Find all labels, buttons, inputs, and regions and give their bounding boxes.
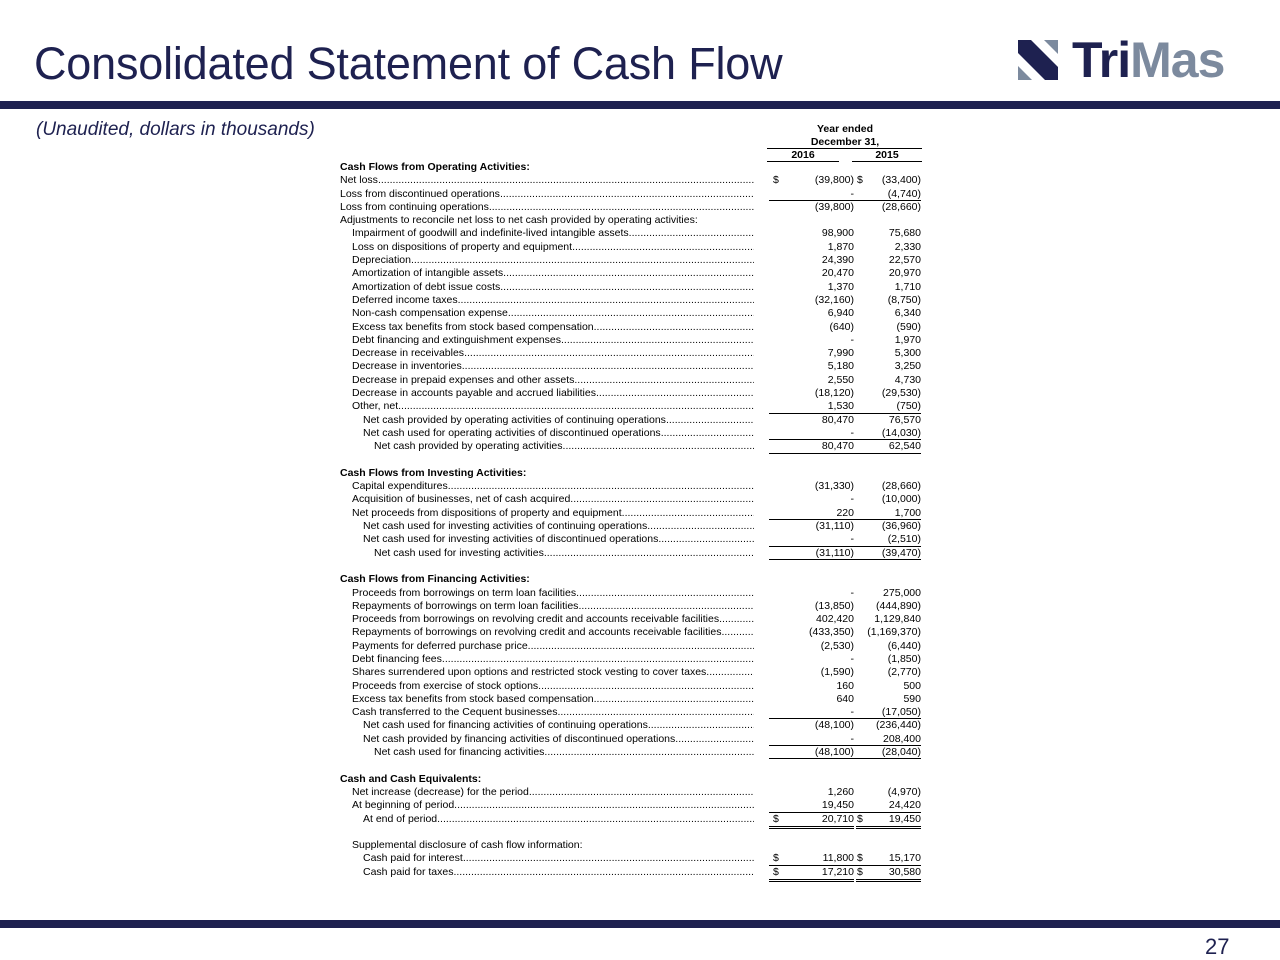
value-2016: (32,160) xyxy=(814,293,854,306)
column-header-2016: 2016 xyxy=(791,149,815,161)
value-2015: 1,710 xyxy=(894,280,921,293)
value-2015: (28,660) xyxy=(881,200,921,213)
value-2015: (444,890) xyxy=(876,599,921,612)
line-item-label: Debt financing fees ..... xyxy=(340,653,754,666)
value-2015: 76,570 xyxy=(888,413,921,426)
line-item-label: Net cash provided by financing activities of discontinued operations ..... xyxy=(340,733,754,746)
value-2016: (2,530) xyxy=(820,639,854,652)
section-heading-row xyxy=(340,773,940,786)
line-item-row xyxy=(340,307,940,320)
value-2015: (6,440) xyxy=(887,639,921,652)
currency-symbol-2015: $ xyxy=(857,865,863,878)
line-item-label: Excess tax benefits from stock based compensation ..... xyxy=(340,693,754,706)
line-item-row xyxy=(340,786,940,799)
value-2015: 75,680 xyxy=(888,227,921,240)
value-2015: (39,470) xyxy=(854,547,921,560)
currency-symbol-2015: $ xyxy=(857,812,863,825)
line-item-label: Other, net ..... xyxy=(340,400,754,413)
value-2015: 1,970 xyxy=(894,333,921,346)
line-item-row xyxy=(340,387,940,400)
line-item-row xyxy=(340,400,940,413)
line-item-label: Depreciation ..... xyxy=(340,254,754,267)
section-spacer xyxy=(340,759,940,772)
value-2015: (33,400) xyxy=(881,174,921,187)
line-item-row xyxy=(340,347,940,360)
value-2015: 4,730 xyxy=(894,373,921,386)
column-group-year-ended: Year ended xyxy=(816,123,874,135)
value-2015: 590 xyxy=(903,692,921,705)
value-2016: 24,390 xyxy=(821,254,854,267)
line-item-label: Net proceeds from dispositions of property and equipment ..... xyxy=(340,507,754,520)
value-2015: (2,770) xyxy=(887,666,921,679)
line-item-label: Net cash used for financing activities of continuing operations ..... xyxy=(340,719,754,732)
line-item-row xyxy=(340,653,940,666)
value-2015: (36,960) xyxy=(881,520,921,533)
value-2016: - xyxy=(850,586,854,599)
value-2015: (17,050) xyxy=(854,706,921,719)
value-2015: (4,970) xyxy=(887,785,921,798)
line-item-row xyxy=(340,254,940,267)
value-2015: (28,040) xyxy=(854,746,921,759)
line-item-label: Loss from discontinued operations ..... xyxy=(340,188,754,201)
value-2016: (31,330) xyxy=(814,480,854,493)
line-item-row xyxy=(340,706,940,719)
value-2016: - xyxy=(850,493,854,506)
line-item-row xyxy=(340,746,940,759)
value-2016: 6,940 xyxy=(827,307,854,320)
currency-symbol-2016: $ xyxy=(773,865,779,878)
line-item-row xyxy=(340,533,940,546)
value-2016: (48,100) xyxy=(767,746,854,759)
line-item-label: Net increase (decrease) for the period ..... xyxy=(340,786,754,799)
line-item-label: Proceeds from borrowings on revolving credit and accounts receivable facilities ..... xyxy=(340,613,754,626)
line-item-row xyxy=(340,852,940,865)
value-2016: - xyxy=(850,652,854,665)
line-item-row xyxy=(340,321,940,334)
line-item-label: Net cash used for operating activities of discontinued operations ..... xyxy=(340,427,754,440)
line-item-label: At end of period ..... xyxy=(340,813,754,826)
value-2016: 7,990 xyxy=(827,347,854,360)
value-2016: (18,120) xyxy=(814,387,854,400)
value-2015: (4,740) xyxy=(854,188,921,201)
value-2016: 80,470 xyxy=(821,413,854,426)
currency-symbol-2015: $ xyxy=(857,174,863,187)
line-item-label: Net cash used for investing activities ..... xyxy=(340,547,754,560)
line-item-label: Cash paid for taxes ..... xyxy=(340,866,754,879)
line-item-label: Loss on dispositions of property and equipment ..... xyxy=(340,241,754,254)
cash-flow-statement xyxy=(340,161,940,879)
value-2015: 24,420 xyxy=(854,799,921,812)
page-title: Consolidated Statement of Cash Flow xyxy=(34,38,783,89)
value-2015: (236,440) xyxy=(876,719,921,732)
value-2016: (433,350) xyxy=(809,626,854,639)
currency-symbol-2016: $ xyxy=(773,852,779,865)
line-item-row xyxy=(340,733,940,746)
line-item-row xyxy=(340,719,940,732)
line-item-label: Adjustments to reconcile net loss to net cash provided by operating activities: xyxy=(340,214,698,227)
line-item-label: Net loss ..... xyxy=(340,174,754,187)
value-2016: (39,800) xyxy=(814,200,854,213)
line-item-label: Non-cash compensation expense ..... xyxy=(340,307,754,320)
value-2016: 20,710 xyxy=(769,813,854,829)
line-item-row xyxy=(340,587,940,600)
currency-symbol-2015: $ xyxy=(857,852,863,865)
value-2015: 19,450 xyxy=(856,813,921,829)
value-2016: - xyxy=(767,733,854,746)
value-2016: 11,800 xyxy=(767,852,854,865)
value-2016: 19,450 xyxy=(767,799,854,812)
line-item-label: Loss from continuing operations ..... xyxy=(340,201,754,214)
value-2015: (29,530) xyxy=(881,387,921,400)
line-item-label: Acquisition of businesses, net of cash acquired ..... xyxy=(340,493,754,506)
line-item-label: Cash transferred to the Cequent businesses ..... xyxy=(340,706,754,719)
line-item-row xyxy=(340,666,940,679)
value-2016: 1,260 xyxy=(827,785,854,798)
value-2015: 1,700 xyxy=(854,507,921,520)
line-item-label: Payments for deferred purchase price ..... xyxy=(340,640,754,653)
value-2016: 98,900 xyxy=(821,227,854,240)
section-heading-row xyxy=(340,161,940,174)
value-2016: (48,100) xyxy=(814,719,854,732)
line-item-row xyxy=(340,414,940,427)
value-2015: 6,340 xyxy=(894,307,921,320)
section-spacer xyxy=(340,454,940,467)
line-item-row xyxy=(340,693,940,706)
line-item-label: At beginning of period ..... xyxy=(340,799,754,812)
trimas-logo-icon xyxy=(1018,40,1058,80)
value-2016: 80,470 xyxy=(767,440,854,453)
line-item-label: Proceeds from borrowings on term loan facilities ..... xyxy=(340,587,754,600)
value-2015: 62,540 xyxy=(854,440,921,453)
footer-divider xyxy=(0,920,1280,928)
value-2016: - xyxy=(850,333,854,346)
line-item-row xyxy=(340,267,940,280)
line-item-label: Cash paid for interest ..... xyxy=(340,852,754,865)
currency-symbol-2016: $ xyxy=(773,174,779,187)
line-item-label: Impairment of goodwill and indefinite-lived intangible assets ..... xyxy=(340,227,754,240)
line-item-row xyxy=(340,480,940,493)
line-item-label: Net cash provided by operating activities of continuing operations ..... xyxy=(340,414,754,427)
line-item-row xyxy=(340,427,940,440)
line-item-row xyxy=(340,680,940,693)
value-2016: 1,370 xyxy=(827,280,854,293)
value-2016: - xyxy=(767,188,854,201)
line-item-row xyxy=(340,547,940,560)
column-header-2015: 2015 xyxy=(875,149,899,161)
line-item-row xyxy=(340,520,940,533)
line-item-label: Deferred income taxes ..... xyxy=(340,294,754,307)
logo-wordmark-tri: Tri xyxy=(1072,32,1131,88)
line-item-label: Shares surrendered upon options and restricted stock vesting to cover taxes ..... xyxy=(340,666,754,679)
trimas-logo xyxy=(1018,32,1248,88)
line-item-label: Decrease in inventories ..... xyxy=(340,360,754,373)
value-2015: 3,250 xyxy=(894,360,921,373)
value-2016: (1,590) xyxy=(820,666,854,679)
logo-wordmark-mas: Mas xyxy=(1130,32,1225,88)
value-2016: (640) xyxy=(829,320,854,333)
section-spacer xyxy=(340,560,940,573)
section-spacer xyxy=(340,826,940,839)
value-2015: (1,850) xyxy=(887,652,921,665)
value-2016: (31,110) xyxy=(815,520,854,533)
section-heading-row xyxy=(340,467,940,480)
line-item-label: Debt financing and extinguishment expenses ..... xyxy=(340,334,754,347)
line-item-row xyxy=(340,839,940,852)
value-2015: 500 xyxy=(903,679,921,692)
value-2015: (2,510) xyxy=(854,533,921,546)
line-item-row xyxy=(340,201,940,214)
logo-wordmark xyxy=(1072,31,1224,89)
page-number: 27 xyxy=(1205,934,1230,959)
value-2016: (39,800) xyxy=(814,174,854,187)
value-2016: - xyxy=(767,427,854,440)
value-2015: 275,000 xyxy=(883,586,921,599)
line-item-row xyxy=(340,214,940,227)
line-item-row xyxy=(340,813,940,826)
line-item-row xyxy=(340,188,940,201)
line-item-row xyxy=(340,360,940,373)
value-2015: (590) xyxy=(896,320,921,333)
line-item-row xyxy=(340,799,940,812)
value-2015: (28,660) xyxy=(881,480,921,493)
value-2016: 1,530 xyxy=(767,400,854,413)
line-item-row xyxy=(340,227,940,240)
line-item-row xyxy=(340,281,940,294)
value-2016: - xyxy=(767,533,854,546)
currency-symbol-2016: $ xyxy=(773,812,779,825)
line-item-row xyxy=(340,866,940,879)
line-item-label: Supplemental disclosure of cash flow information: xyxy=(352,839,583,852)
value-2015: 30,580 xyxy=(856,866,921,882)
value-2015: 1,129,840 xyxy=(874,613,921,626)
line-item-row xyxy=(340,440,940,453)
value-2015: (14,030) xyxy=(854,427,921,440)
line-item-label: Cash and Cash Equivalents: xyxy=(340,772,482,785)
line-item-label: Net cash used for investing activities of continuing operations ..... xyxy=(340,520,754,533)
line-item-label: Cash Flows from Operating Activities: xyxy=(340,161,530,173)
value-2016: 402,420 xyxy=(816,613,854,626)
value-2016: (13,850) xyxy=(814,599,854,612)
line-item-row xyxy=(340,600,940,613)
value-2016: - xyxy=(767,706,854,719)
value-2016: (31,110) xyxy=(767,547,854,560)
line-item-label: Capital expenditures ..... xyxy=(340,480,754,493)
subtitle: (Unaudited, dollars in thousands) xyxy=(36,119,315,140)
line-item-label: Net cash used for investing activities of discontinued operations ..... xyxy=(340,533,754,546)
value-2015: 20,970 xyxy=(888,267,921,280)
line-item-label: Proceeds from exercise of stock options ..... xyxy=(340,680,754,693)
line-item-row xyxy=(340,613,940,626)
line-item-label: Amortization of intangible assets ..... xyxy=(340,267,754,280)
line-item-row xyxy=(340,507,940,520)
value-2015: 15,170 xyxy=(854,852,921,865)
column-group-date: December 31, xyxy=(810,136,880,148)
line-item-row xyxy=(340,493,940,506)
value-2016: 20,470 xyxy=(821,267,854,280)
line-item-label: Decrease in prepaid expenses and other assets ..... xyxy=(340,374,754,387)
line-item-row xyxy=(340,294,940,307)
value-2016: 1,870 xyxy=(827,240,854,253)
value-2016: 640 xyxy=(836,692,854,705)
section-heading-row xyxy=(340,573,940,586)
value-2016: 2,550 xyxy=(827,373,854,386)
line-item-row xyxy=(340,640,940,653)
line-item-label: Cash Flows from Financing Activities: xyxy=(340,573,530,586)
value-2016: 220 xyxy=(767,507,854,520)
line-item-row xyxy=(340,626,940,639)
line-item-row xyxy=(340,374,940,387)
value-2016: 17,210 xyxy=(769,866,854,882)
value-2015: 5,300 xyxy=(894,347,921,360)
value-2015: 22,570 xyxy=(888,254,921,267)
line-item-label: Net cash used for financing activities ..... xyxy=(340,746,754,759)
value-2015: (750) xyxy=(854,400,921,413)
line-item-label: Repayments of borrowings on revolving credit and accounts receivable facilities ..... xyxy=(340,626,754,639)
value-2015: (10,000) xyxy=(881,493,921,506)
line-item-label: Amortization of debt issue costs ..... xyxy=(340,281,754,294)
value-2015: 2,330 xyxy=(894,240,921,253)
line-item-label: Excess tax benefits from stock based compensation ..... xyxy=(340,321,754,334)
value-2016: 160 xyxy=(836,679,854,692)
value-2015: (8,750) xyxy=(887,293,921,306)
line-item-label: Net cash provided by operating activities ..... xyxy=(340,440,754,453)
line-item-label: Decrease in receivables ..... xyxy=(340,347,754,360)
line-item-label: Cash Flows from Investing Activities: xyxy=(340,466,527,479)
value-2016: 5,180 xyxy=(827,360,854,373)
value-2015: 208,400 xyxy=(854,733,921,746)
value-2015: (1,169,370) xyxy=(867,626,921,639)
header-divider xyxy=(0,101,1280,109)
line-item-label: Repayments of borrowings on term loan facilities ..... xyxy=(340,600,754,613)
line-item-row xyxy=(340,241,940,254)
line-item-row xyxy=(340,174,940,187)
line-item-row xyxy=(340,334,940,347)
line-item-label: Decrease in accounts payable and accrued liabilities ..... xyxy=(340,387,754,400)
